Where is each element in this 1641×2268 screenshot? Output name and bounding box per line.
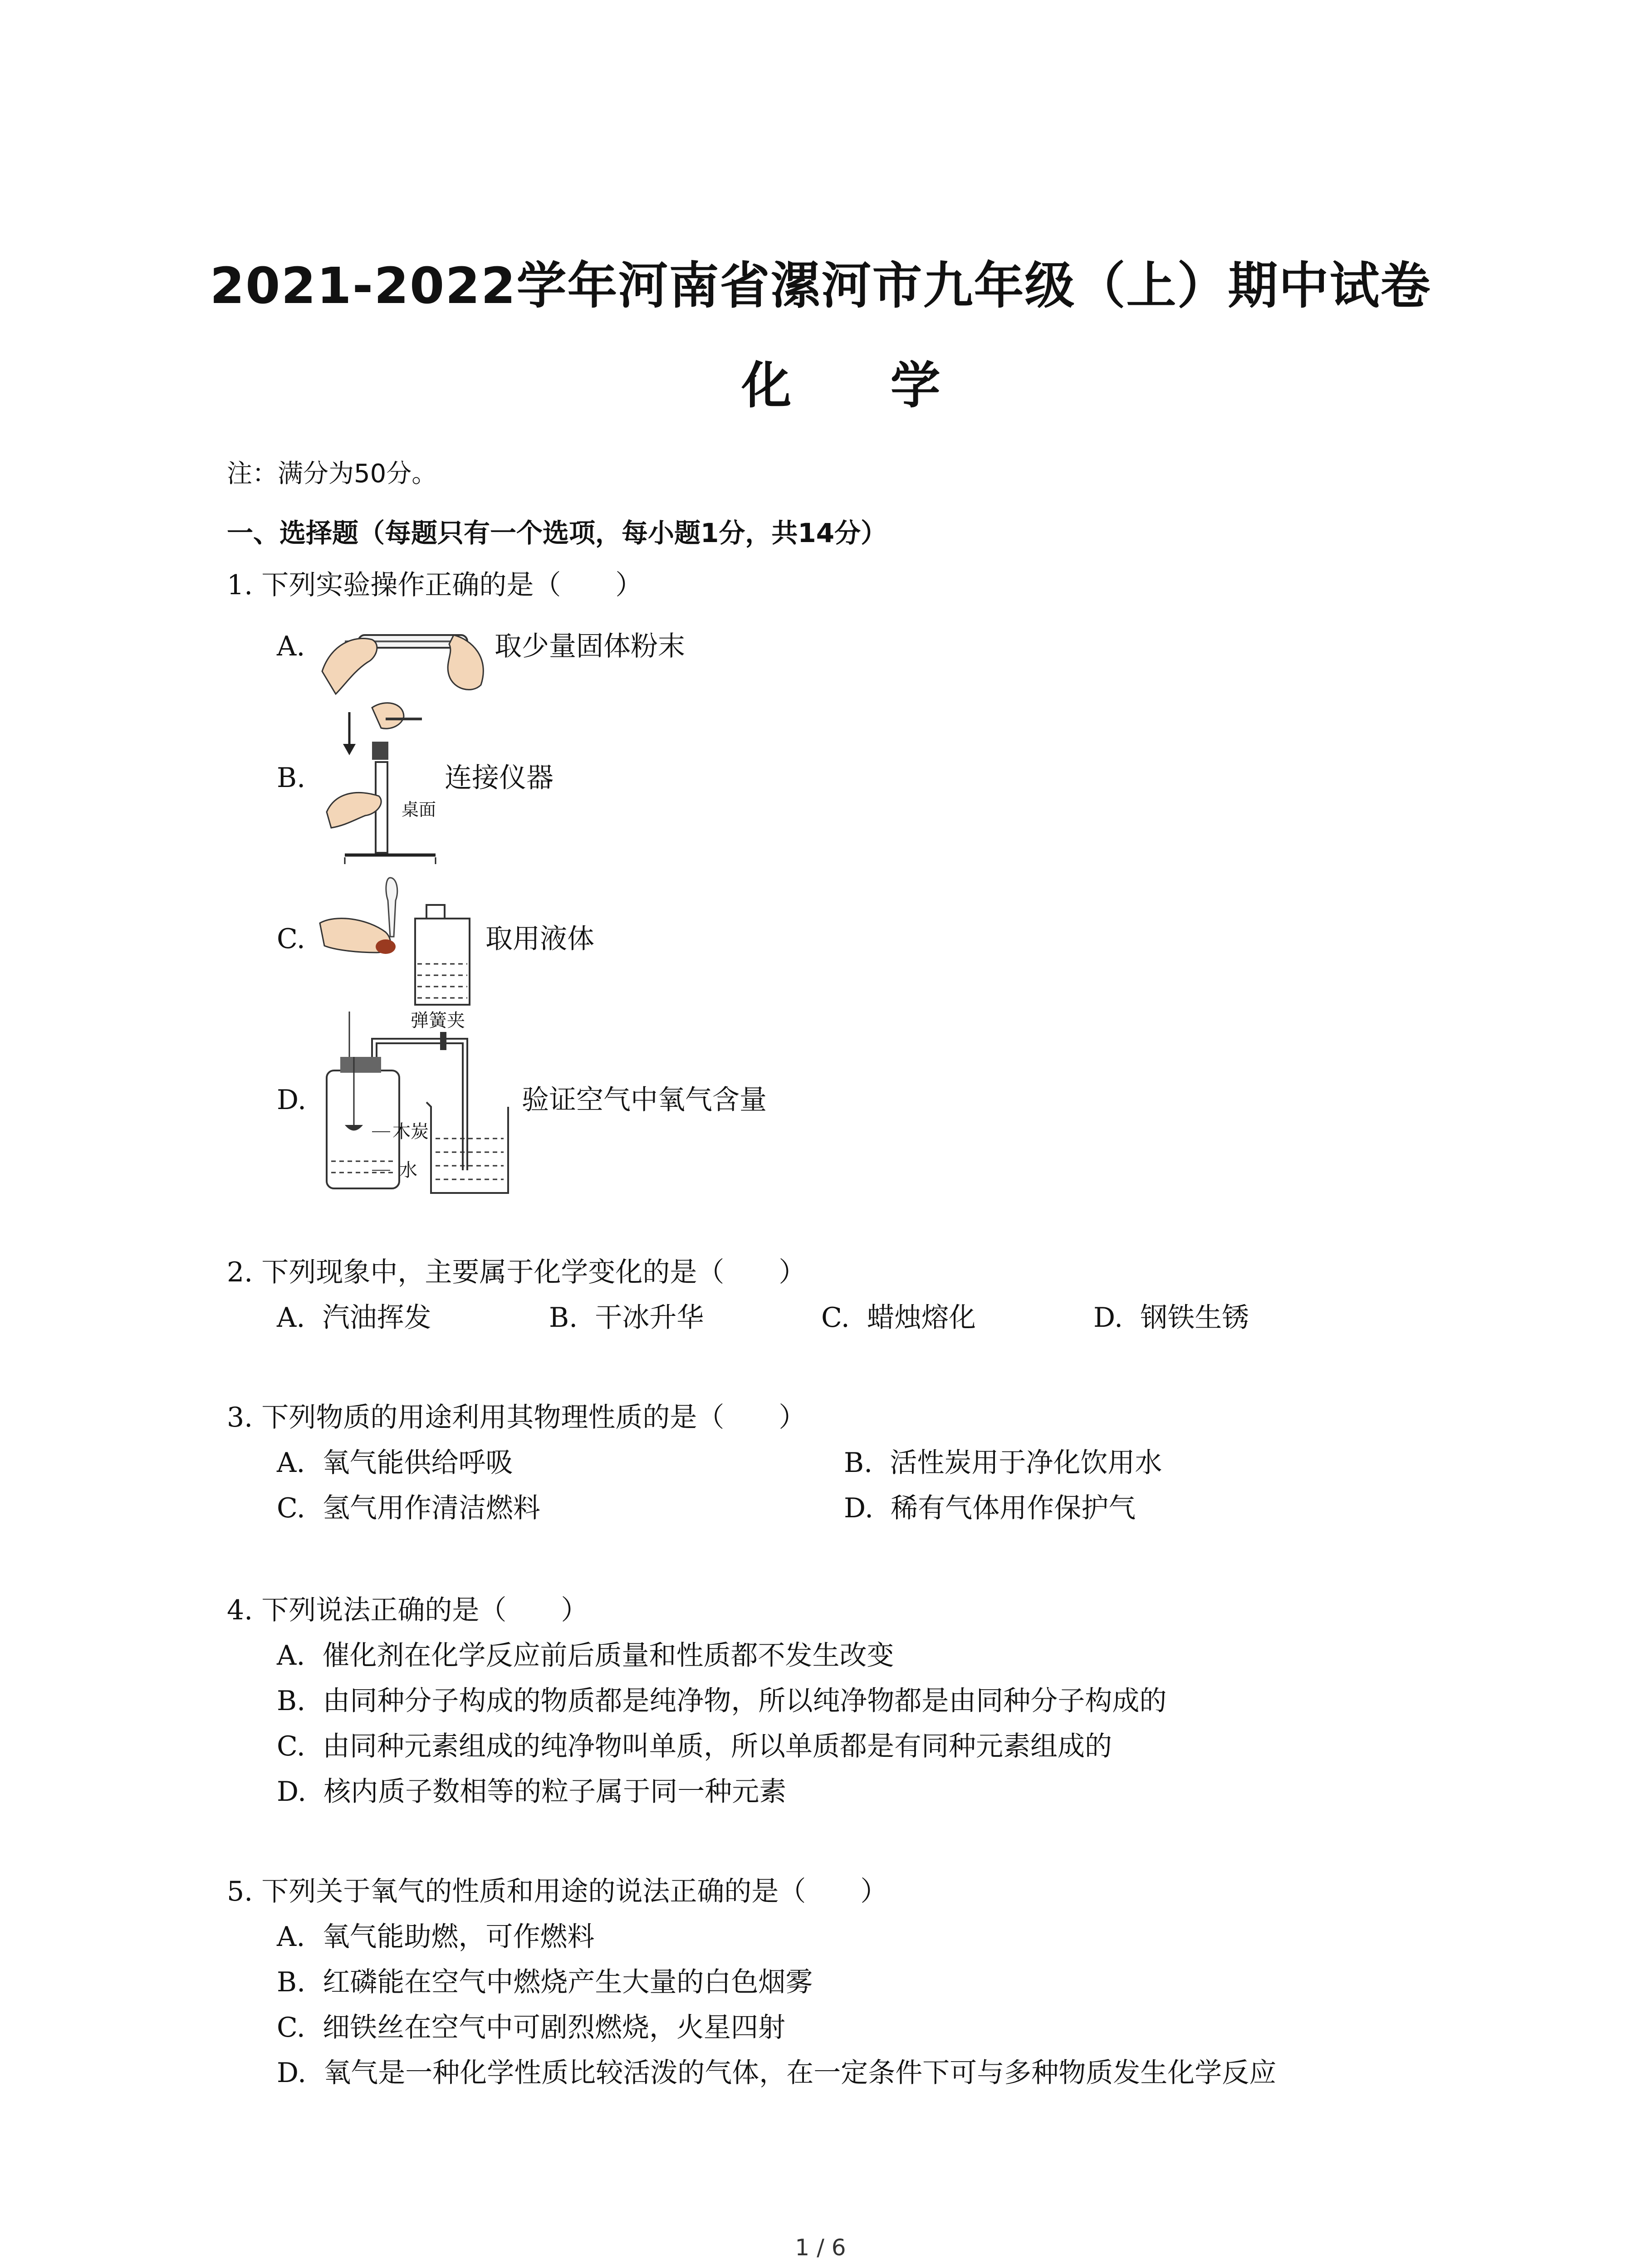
q1-option-d-label: D.: [277, 1084, 307, 1116]
q5-option-c: C. 细铁丝在空气中可剧烈燃烧，火星四射: [277, 2012, 785, 2043]
section-heading: 一、选择题（每题只有一个选项，每小题1分，共14分）: [227, 518, 887, 548]
q1-option-b-text: 连接仪器: [445, 762, 554, 794]
q4-option-b: B. 由同种分子构成的物质都是纯净物，所以纯净物都是由同种分子构成的: [277, 1685, 1167, 1717]
q3-option-c: C. 氢气用作清洁燃料: [277, 1492, 540, 1524]
q1-option-b-figure-label: 桌面: [402, 800, 436, 820]
q2-option-a: A. 汽油挥发: [277, 1302, 431, 1334]
spatula-powder-figure: [318, 608, 499, 699]
q1-option-d-text: 验证空气中氧气含量: [522, 1084, 767, 1116]
page-number: 1 / 6: [795, 2234, 846, 2261]
q3-option-a: A. 氧气能供给呼吸: [277, 1447, 513, 1479]
q3-option-b: B. 活性炭用于净化饮用水: [844, 1447, 1162, 1479]
q3-option-d: D. 稀有气体用作保护气: [844, 1492, 1136, 1524]
exam-title: 2021-2022学年河南省漯河市九年级（上）期中试卷: [210, 257, 1431, 315]
q5-option-d: D. 氧气是一种化学性质比较活泼的气体，在一定条件下可与多种物质发生化学反应: [277, 2057, 1277, 2089]
q1-option-c-label: C.: [277, 923, 305, 955]
q1-option-a-text: 取少量固体粉末: [495, 631, 685, 662]
q2-option-b: B. 干冰升华: [549, 1302, 704, 1334]
subject-title: 化 学: [741, 357, 981, 415]
question-2-stem: 2. 下列现象中，主要属于化学变化的是（ ）: [227, 1256, 806, 1288]
question-4-stem: 4. 下列说法正确的是（ ）: [227, 1594, 588, 1626]
q4-option-d: D. 核内质子数相等的粒子属于同一种元素: [277, 1776, 787, 1808]
connect-apparatus-figure: [318, 699, 445, 871]
q4-option-c: C. 由同种元素组成的纯净物叫单质，所以单质都是有同种元素组成的: [277, 1730, 1112, 1762]
q2-option-d: D. 钢铁生锈: [1093, 1302, 1249, 1334]
q5-option-a: A. 氧气能助燃，可作燃料: [277, 1921, 595, 1953]
take-liquid-figure: [318, 873, 485, 1009]
q5-option-b: B. 红磷能在空气中燃烧产生大量的白色烟雾: [277, 1966, 813, 1998]
oxygen-content-apparatus-figure: [318, 1012, 517, 1202]
spring-clamp-label: 弹簧夹: [411, 1010, 465, 1031]
question-5-stem: 5. 下列关于氧气的性质和用途的说法正确的是（ ）: [227, 1876, 888, 1907]
water-label: 水: [399, 1160, 417, 1181]
question-3-stem: 3. 下列物质的用途利用其物理性质的是（ ）: [227, 1402, 806, 1433]
charcoal-label: 木炭: [392, 1121, 429, 1142]
q1-option-b-label: B.: [277, 762, 306, 794]
q4-option-a: A. 催化剂在化学反应前后质量和性质都不发生改变: [277, 1640, 894, 1672]
q1-option-a-label: A.: [277, 631, 305, 662]
q2-option-c: C. 蜡烛熔化: [821, 1302, 976, 1334]
question-1-stem: 1. 下列实验操作正确的是（ ）: [227, 569, 643, 601]
score-note: 注：满分为50分。: [227, 459, 437, 489]
q1-option-c-text: 取用液体: [485, 923, 594, 955]
